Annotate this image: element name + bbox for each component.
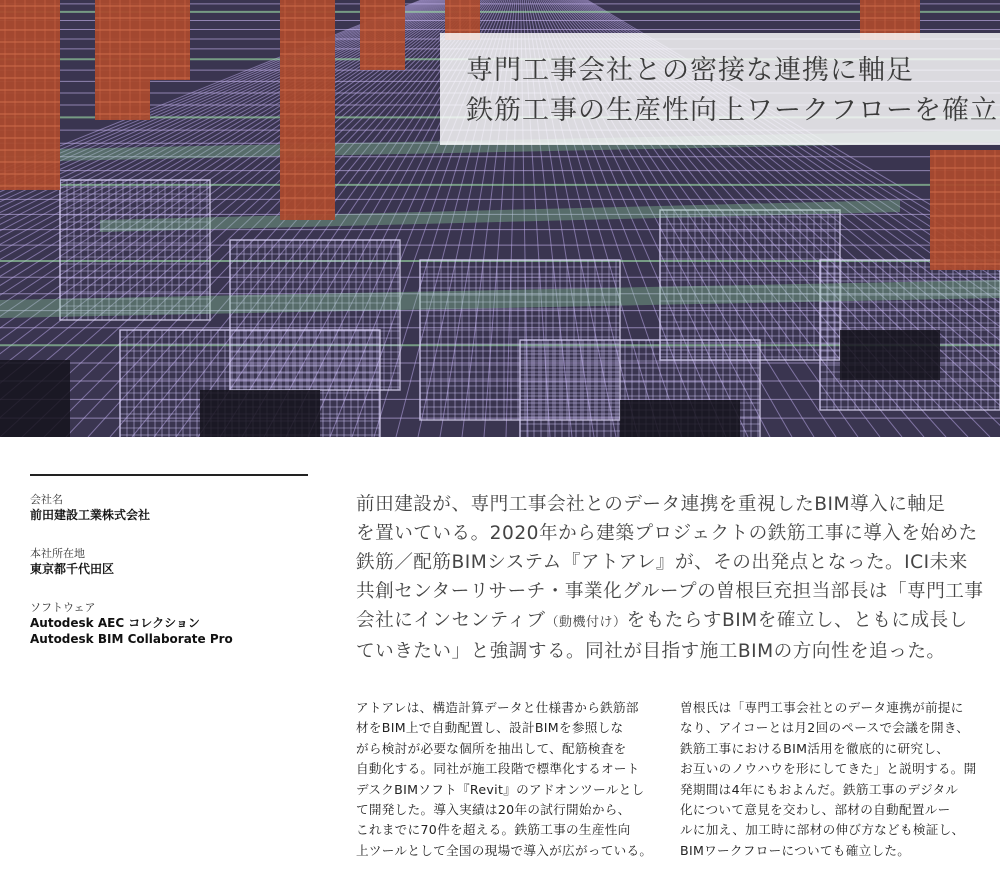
hq-block — [30, 546, 320, 577]
hq-label: 本社所在地 — [30, 547, 85, 560]
software-value-2: Autodesk BIM Collaborate Pro — [30, 632, 233, 646]
body-line: 材をBIM上で自動配置し、設計BIMを参照しな — [356, 720, 624, 736]
body-line: がら検討が必要な個所を抽出して、配筋検査を — [356, 740, 627, 756]
body-line: 鉄筋工事におけるBIM活用を徹底的に研究し、 — [680, 740, 950, 756]
body-column-1 — [356, 698, 652, 861]
body-line: お互いのノウハウを形にしてきた」と説明する。開 — [680, 761, 977, 777]
company-name-value: 前田建設工業株式会社 — [30, 508, 151, 522]
lead-line-3: 鉄筋／配筋BIMシステム『アトアレ』が、その出発点となった。ICI未来 — [356, 552, 968, 573]
headline-box — [440, 33, 1000, 145]
company-name-label: 会社名 — [30, 493, 63, 506]
body-line: これまでに70件を超える。鉄筋工事の生産性向 — [356, 822, 631, 838]
lead-line-1: 前田建設が、専門工事会社とのデータ連携を重視したBIM導入に軸足 — [356, 494, 946, 515]
body-line: なり、アイコーとは月2回のペースで会議を開き、 — [680, 720, 970, 736]
lead-line-5b: をもたらすBIMを確立し、ともに成長し — [626, 610, 968, 631]
lead-line-5a: 会社にインセンティブ — [356, 610, 546, 631]
body-line: 上ツールとして全国の現場で導入が広がっている。 — [356, 842, 653, 858]
body-line: 自動化する。同社が施工段階で標準化するオート — [356, 761, 640, 777]
lead-line-2: を置いている。2020年から建築プロジェクトの鉄筋工事に導入を始めた — [356, 523, 978, 544]
body-column-2 — [680, 698, 977, 861]
body-line: 発期間は4年にもおよんだ。鉄筋工事のデジタル — [680, 781, 959, 797]
body-line: 化について意見を交わし、部材の自動配置ルー — [680, 802, 951, 818]
lead-line-6: ていきたい」と強調する。同社が目指す施工BIMの方向性を追った。 — [356, 641, 946, 662]
software-value-1: Autodesk AEC コレクション — [30, 616, 200, 630]
headline-line-2: 鉄筋工事の生産性向上ワークフローを確立 — [466, 95, 998, 126]
lead-line-5-note: （動機付け） — [545, 615, 627, 630]
body-line: アトアレは、構造計算データと仕様書から鉄筋部 — [356, 700, 639, 715]
body-line: ルに加え、加工時に部材の伸び方なども検証し、 — [680, 822, 965, 838]
lead-line-5 — [356, 606, 996, 637]
software-block — [30, 600, 320, 647]
body-line: デスクBIMソフト『Revit』のアドオンツールとし — [356, 781, 645, 797]
lead-paragraph — [356, 490, 996, 666]
body-line: 曽根氏は「専門工事会社とのデータ連携が前提に — [680, 700, 964, 715]
body-line: て開発した。導入実績は20年の試行開始から、 — [356, 802, 631, 818]
company-name-block — [30, 492, 320, 523]
headline-line-1: 専門工事会社との密接な連携に軸足 — [466, 55, 914, 86]
sidebar-divider — [30, 474, 308, 476]
software-label: ソフトウェア — [30, 601, 96, 614]
hq-value: 東京都千代田区 — [30, 562, 115, 576]
lead-line-4: 共創センターリサーチ・事業化グループの曽根巨充担当部長は「専門工事 — [356, 581, 984, 602]
body-line: BIMワークフローについても確立した。 — [680, 842, 911, 858]
